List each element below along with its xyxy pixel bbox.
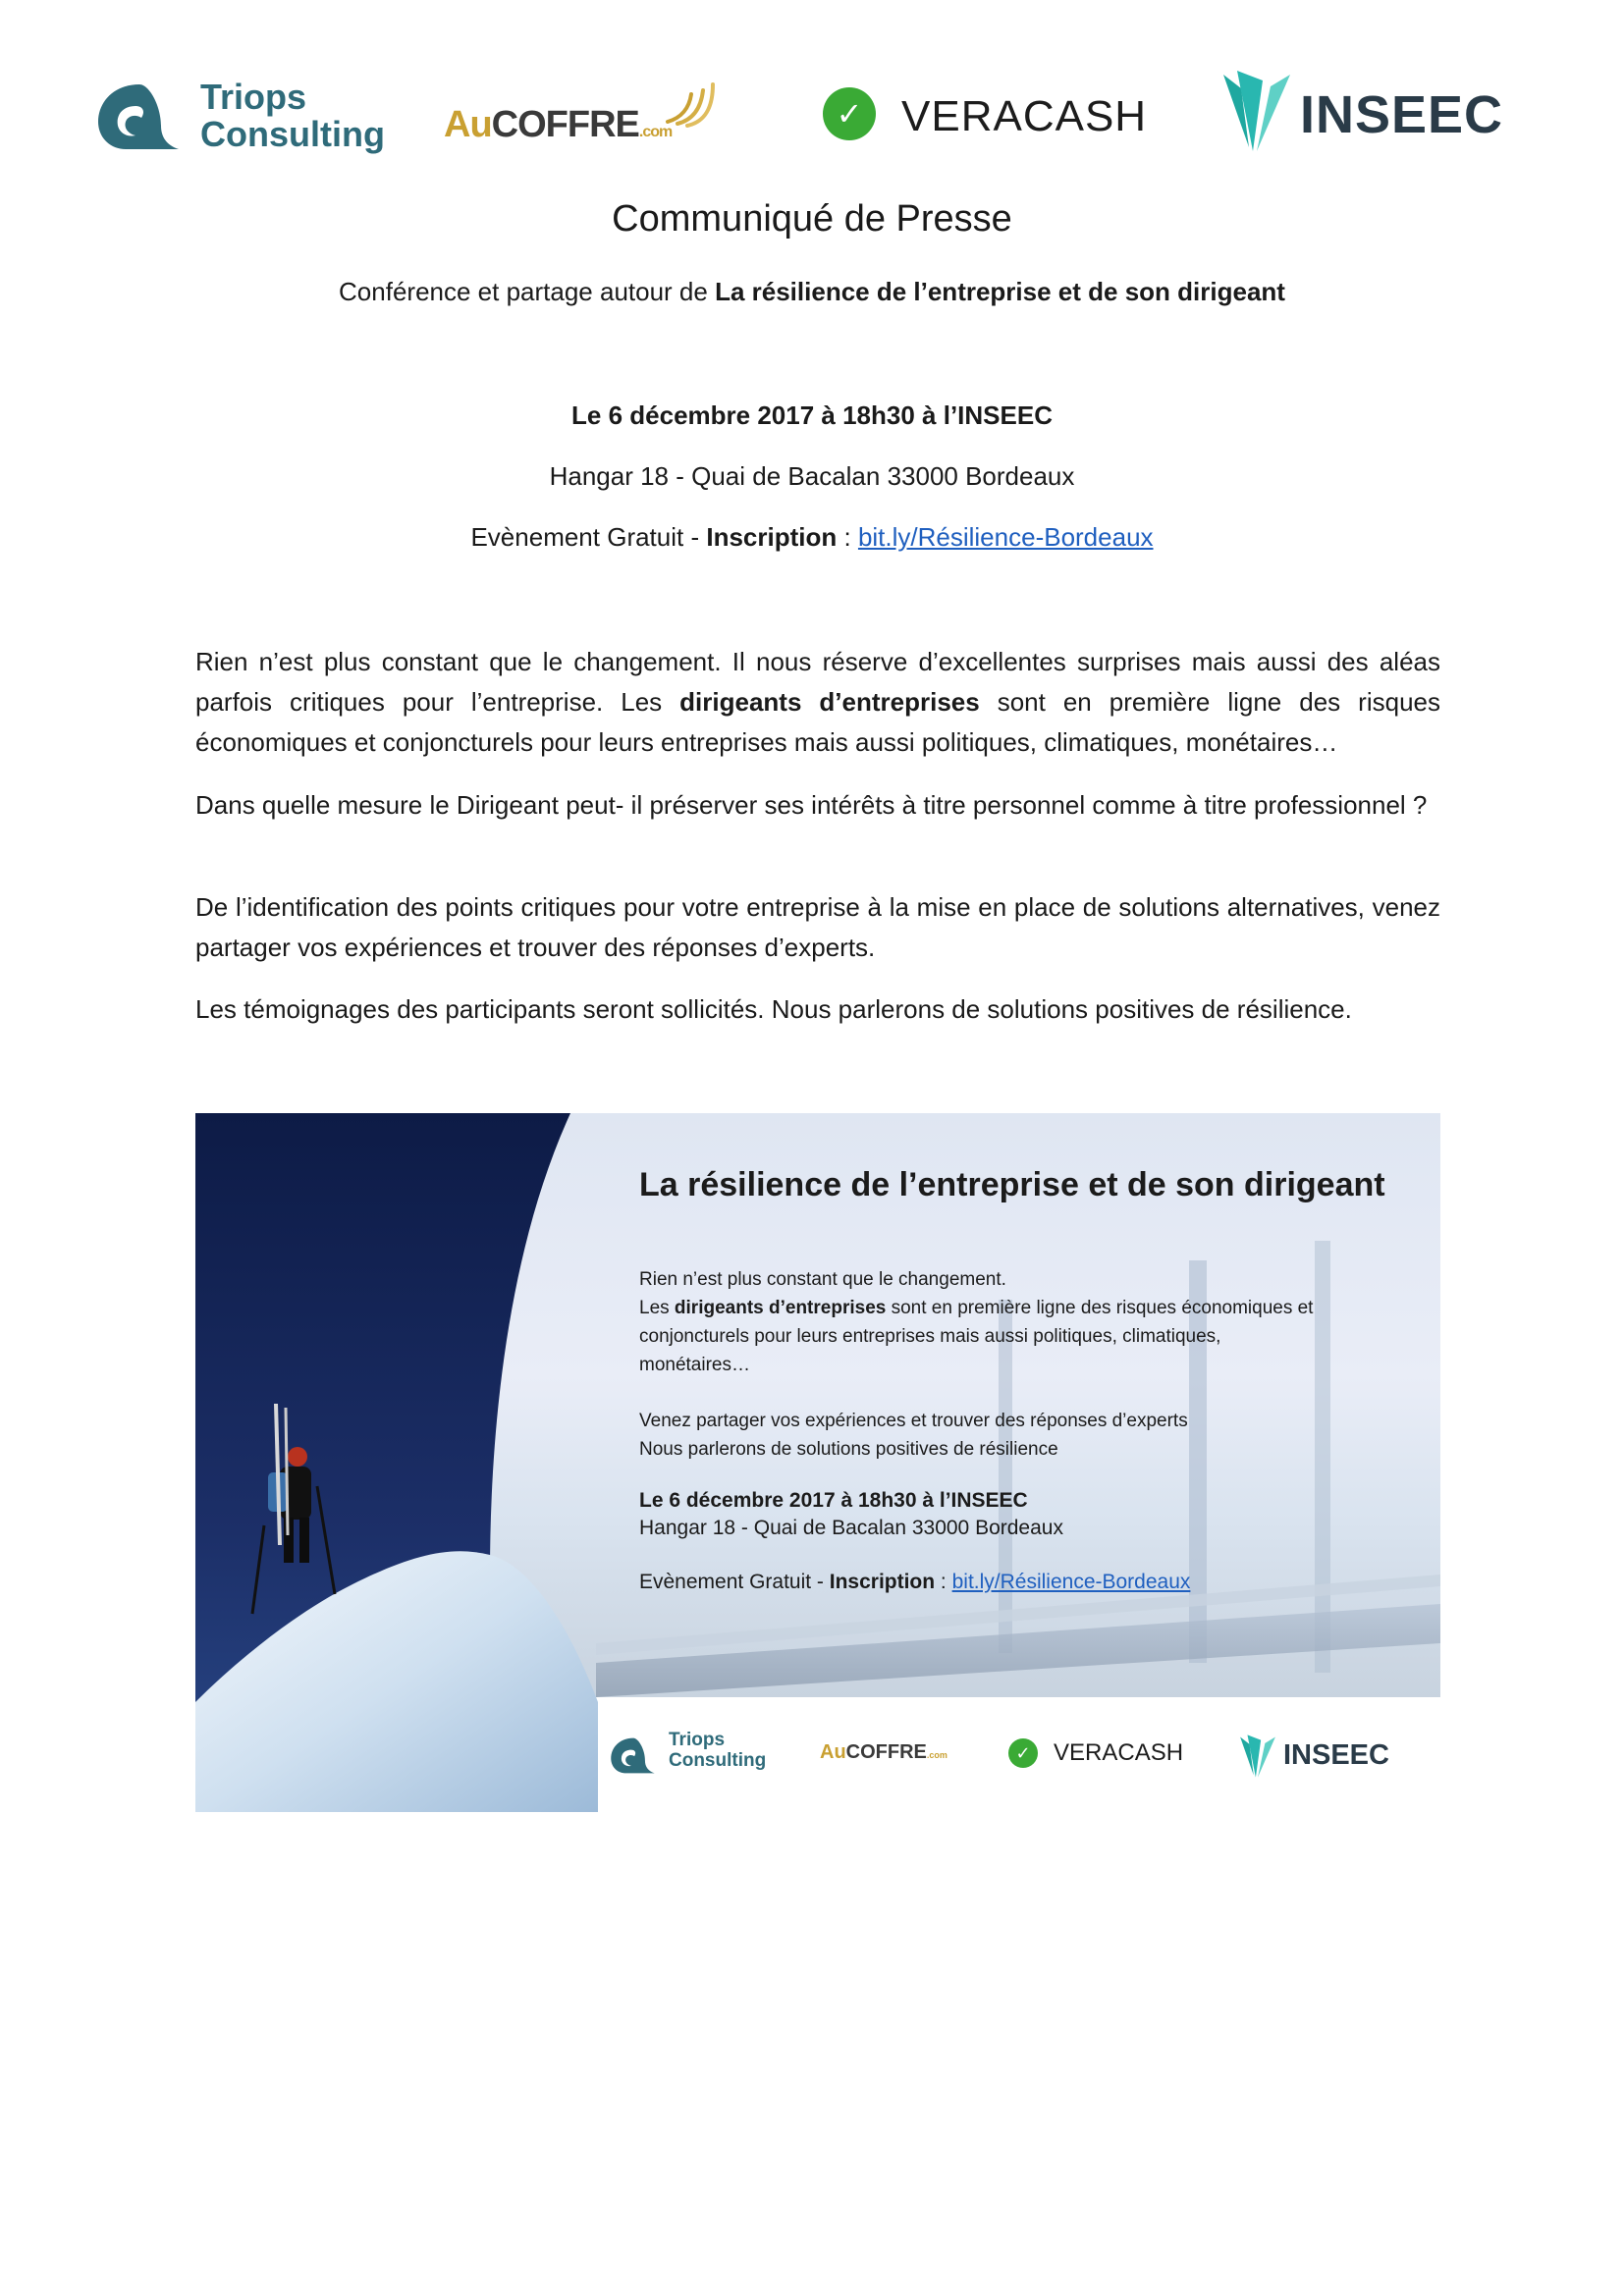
veracash-logo <box>823 84 1157 143</box>
banner-veracash-logo <box>1008 1736 1205 1772</box>
registration-link[interactable]: bit.ly/Résilience-Bordeaux <box>857 522 1154 552</box>
event-registration: Evènement Gratuit - Inscription : bit.ly/Résilience-Bordeaux <box>470 522 1154 552</box>
banner-registration-link[interactable]: bit.ly/Résilience-Bordeaux <box>951 1571 1191 1593</box>
banner-text-line: Rien n’est plus constant que le changement. <box>639 1269 1006 1290</box>
triops-logo-text: Triops Consulting <box>669 1730 767 1771</box>
inseec-leaf-icon <box>1219 69 1294 153</box>
page-subtitle: Conférence et partage autour de La résilience de l’entreprise et de son dirigeant <box>339 277 1285 306</box>
event-banner <box>195 1113 1440 1812</box>
banner-text-line: monétaires… <box>639 1355 750 1375</box>
banner-event-address: Hangar 18 - Quai de Bacalan 33000 Bordeaux <box>639 1517 1063 1539</box>
banner-inseec-logo <box>1238 1730 1415 1781</box>
banner-text-line: conjoncturels pour leurs entreprises mais aussi politiques, climatiques, <box>639 1326 1221 1347</box>
triops-consulting-logo <box>92 73 387 161</box>
event-date: Le 6 décembre 2017 à 18h30 à l’INSEEC <box>571 400 1053 430</box>
page-title: Communiqué de Presse <box>612 198 1012 240</box>
banner-title: La résilience de l’entreprise et de son dirigeant <box>639 1166 1385 1203</box>
paragraph-solutions: De l’identification des points critiques pour votre entreprise à la mise en place de solutions alternatives, venez partager vos expériences et trouver des réponses d’experts. <box>195 892 1440 962</box>
inseec-leaf-icon <box>1238 1734 1277 1779</box>
veracash-v-icon: ✓ <box>823 87 876 140</box>
banner-text-line: Nous parlerons de solutions positives de résilience <box>639 1439 1058 1460</box>
banner-text-line: Les dirigeants d’entreprises sont en première ligne des risques économiques et <box>639 1298 1314 1318</box>
triops-logo-icon <box>608 1734 659 1777</box>
event-address: Hangar 18 - Quai de Bacalan 33000 Bordeaux <box>549 461 1075 491</box>
triops-logo-icon <box>92 77 187 155</box>
veracash-logo-text: VERACASH <box>1054 1739 1184 1766</box>
banner-aucoffre-logo: AuCOFFRE.com <box>820 1741 947 1763</box>
paragraph-testimonials: Les témoignages des participants seront sollicités. Nous parlerons de solutions positives de résilience. <box>195 994 1352 1024</box>
inseec-logo-text: INSEEC <box>1283 1739 1389 1771</box>
inseec-logo <box>1219 69 1514 157</box>
paragraph-intro: Rien n’est plus constant que le changement. Il nous réserve d’excellentes surprises mais aussi des aléas parfois critiques pour l’entreprise. Les dirigeants d’entreprises sont en première ligne des risques économiques et conjoncturels pour leurs entreprises mais aussi politiques, climatiques, monétaires… <box>195 647 1440 757</box>
inseec-logo-text: INSEEC <box>1300 85 1504 144</box>
banner-triops-logo <box>608 1730 775 1781</box>
aucoffre-logo <box>444 79 719 157</box>
paragraph-question: Dans quelle mesure le Dirigeant peut- il préserver ses intérêts à titre personnel comme à titre professionnel ? <box>195 790 1428 820</box>
veracash-v-icon: ✓ <box>1008 1738 1038 1768</box>
aucoffre-waves-icon <box>662 79 715 128</box>
aucoffre-logo-text: AuCOFFRE.com <box>444 104 673 145</box>
banner-event-registration: Evènement Gratuit - Inscription : bit.ly/Résilience-Bordeaux <box>639 1571 1191 1593</box>
banner-event-date: Le 6 décembre 2017 à 18h30 à l’INSEEC <box>639 1489 1028 1512</box>
banner-text-line: Venez partager vos expériences et trouver des réponses d’experts <box>639 1411 1188 1431</box>
veracash-logo-text: VERACASH <box>901 92 1148 140</box>
triops-logo-text: Triops Consulting <box>200 77 385 154</box>
